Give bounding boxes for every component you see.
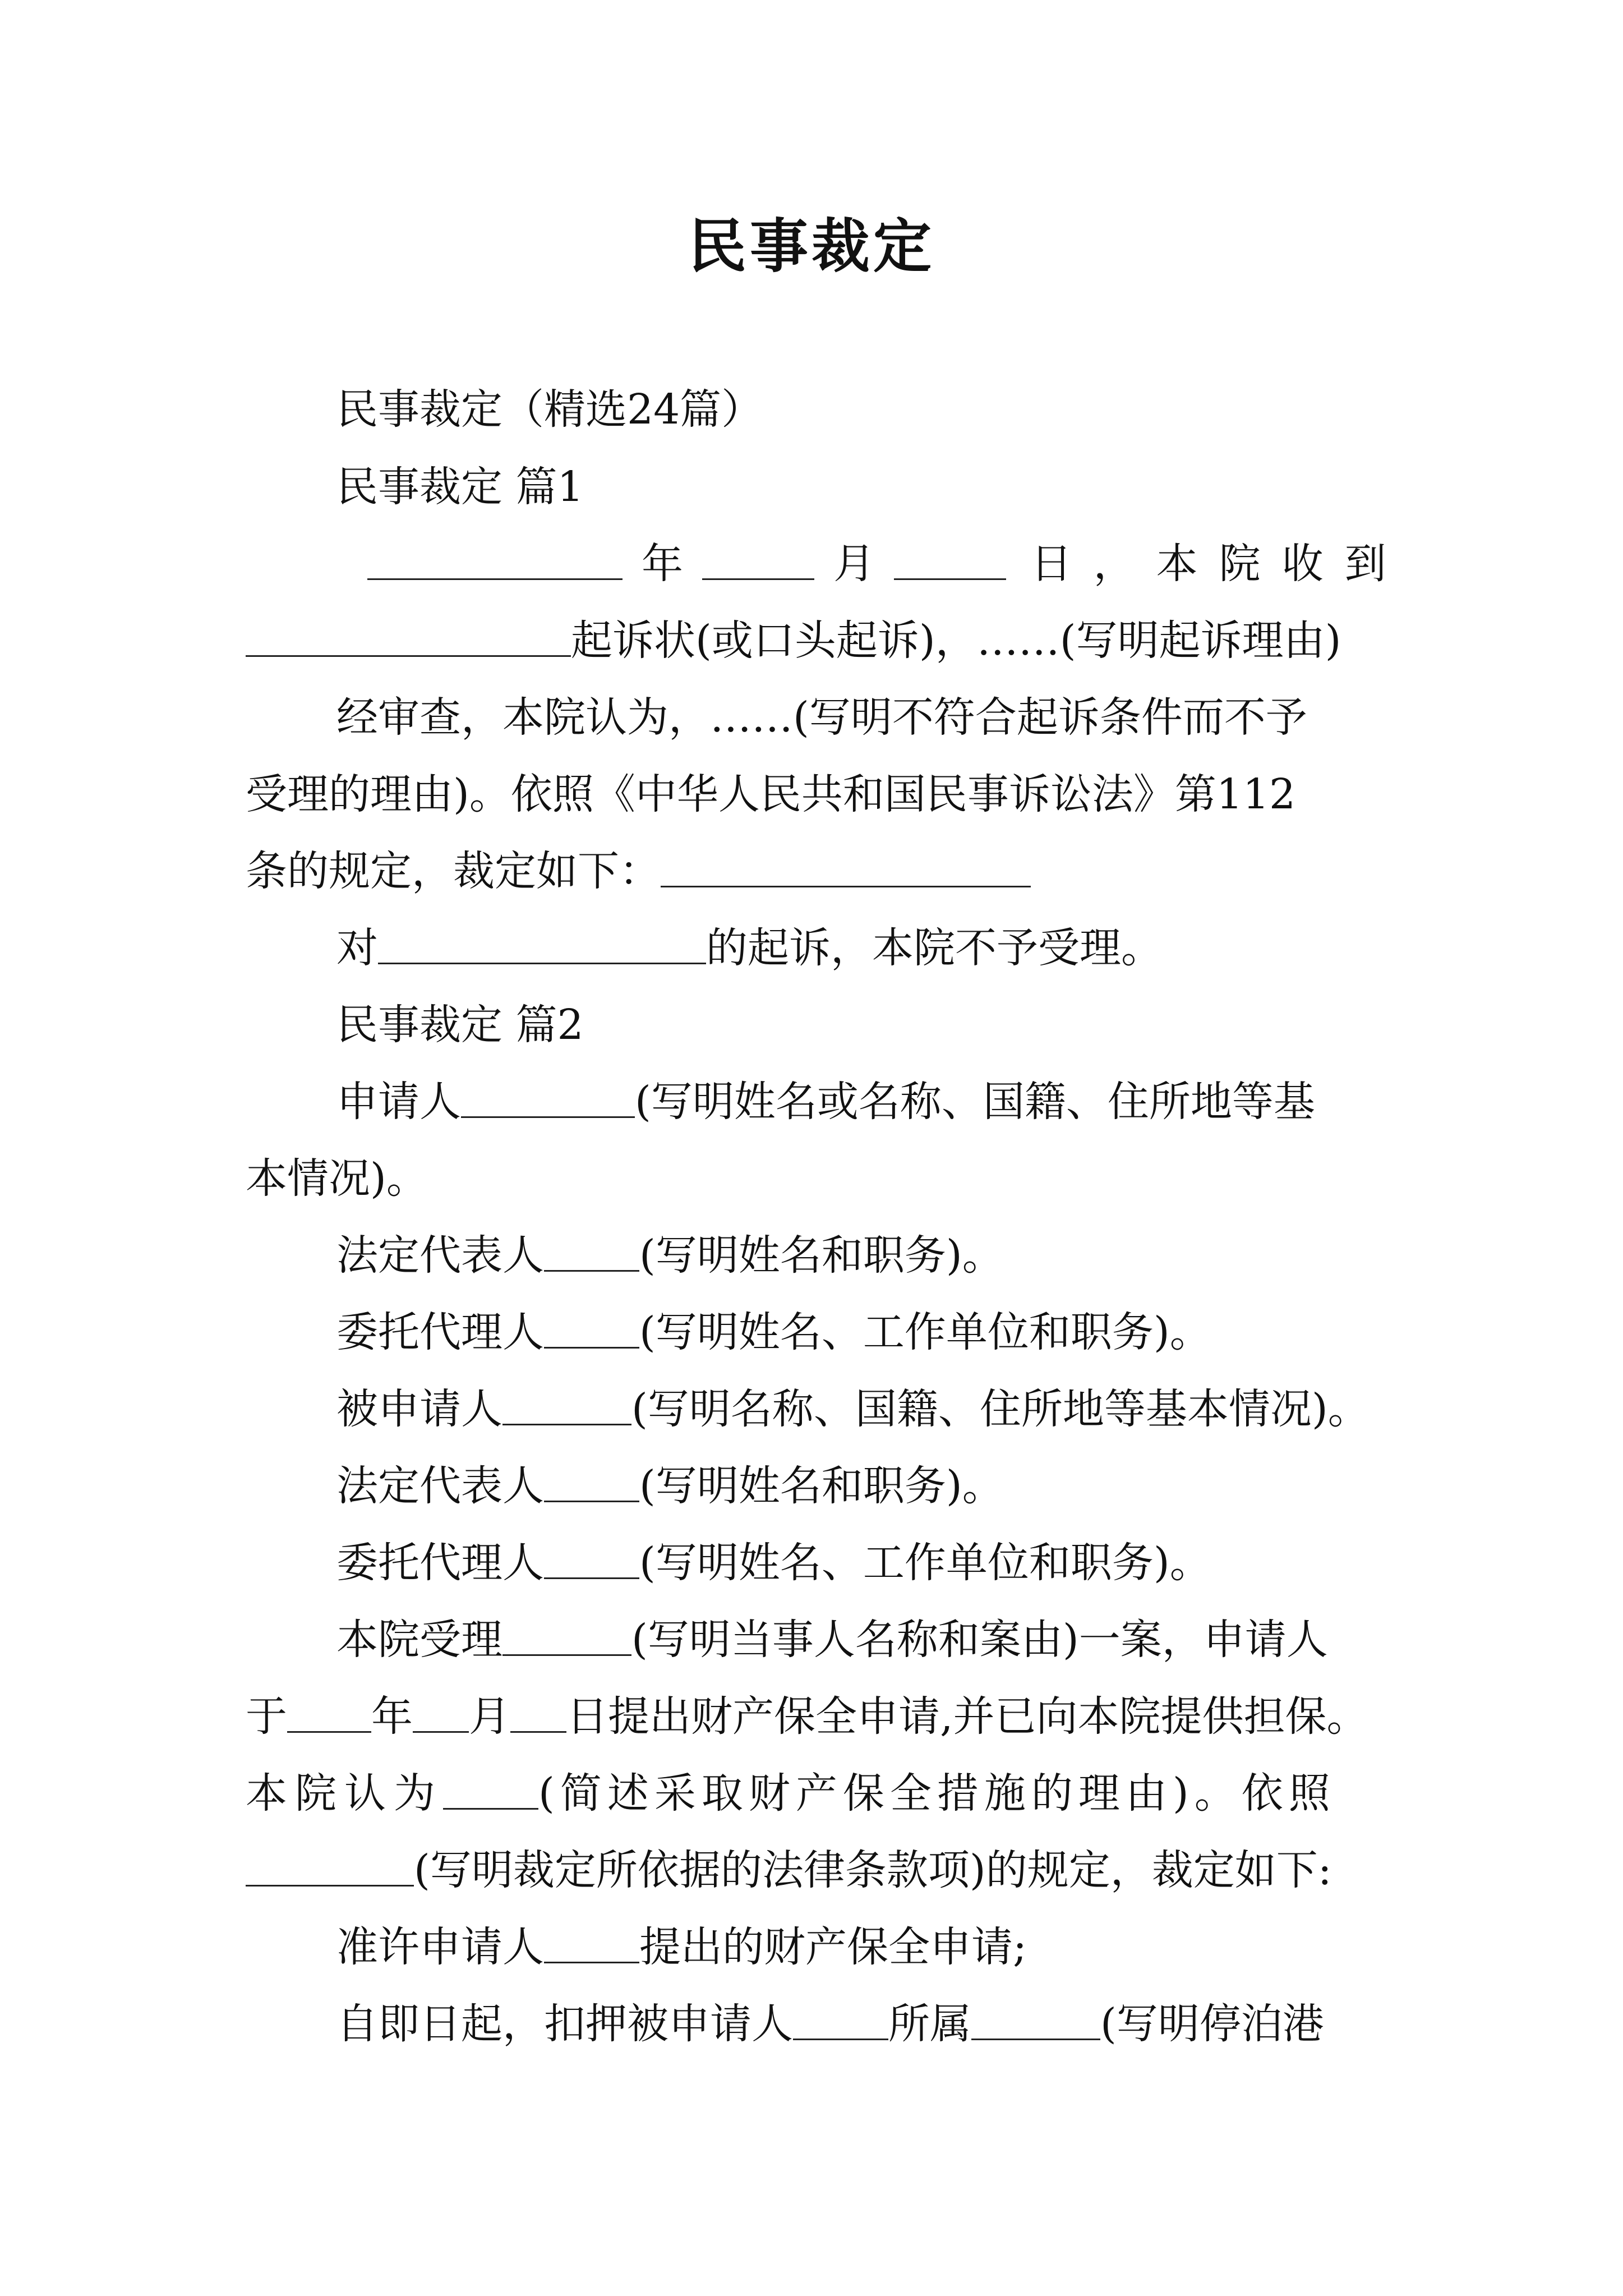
- paragraph-line: [336, 1996, 1324, 2052]
- text-span: (写明姓名和职务)。: [639, 1462, 1004, 1510]
- blank-field: [894, 538, 1006, 580]
- blank-field: [544, 1537, 639, 1579]
- text-span: 提出的财产保全申请;: [639, 1923, 1027, 1971]
- text-span: 对: [336, 924, 378, 972]
- subtitle-line: [336, 381, 763, 438]
- subtitle-text: 民事裁定（精选24篇）: [336, 385, 763, 434]
- text-span: (写明姓名和职务)。: [639, 1231, 1004, 1280]
- text-span: (写明姓名、工作单位和职务)。: [639, 1308, 1211, 1356]
- text-span: 月: [833, 540, 875, 588]
- text-span: 日提出财产保全申请,并已向本院提供担保。: [566, 1692, 1368, 1741]
- blank-field: [502, 1383, 631, 1425]
- paragraph-line: [246, 613, 1341, 669]
- section-heading-1: [336, 459, 584, 515]
- text-span: 申请人: [336, 1078, 461, 1126]
- paragraph-line: [336, 1612, 1328, 1668]
- paragraph-line: [246, 1151, 428, 1207]
- blank-field: [461, 1076, 635, 1118]
- text-span: 经审查，本院认为，……(写明不符合起诉条件而不予: [336, 693, 1307, 742]
- blank-field: [544, 1460, 639, 1502]
- paragraph-line: [246, 843, 1031, 899]
- text-span: 年: [371, 1692, 413, 1741]
- paragraph-line: [336, 1919, 1027, 1975]
- text-span: 受理的理由)。依照《中华人民共和国民事诉讼法》第112: [246, 770, 1296, 818]
- text-span: 自即日起，扣押被申请人: [336, 2000, 793, 2048]
- text-span: 月: [469, 1692, 510, 1741]
- paragraph-line: [367, 536, 1408, 592]
- text-span: 所属: [888, 2000, 971, 2048]
- text-span: (写明名称、国籍、住所地等基本情况)。: [631, 1385, 1370, 1433]
- text-span: 准许申请人: [336, 1923, 544, 1971]
- text-span: 年: [642, 540, 684, 588]
- text-span: (写明停泊港: [1100, 2000, 1324, 2048]
- paragraph-line: [336, 1535, 1211, 1591]
- blank-field: [544, 1306, 639, 1349]
- text-span: 本院受理: [336, 1616, 502, 1664]
- blank-field: [793, 1998, 888, 2040]
- paragraph-line: [246, 1842, 1332, 1898]
- text-span: 委托代理人: [336, 1539, 544, 1587]
- paragraph-line: [336, 689, 1307, 746]
- blank-field: [287, 1691, 371, 1733]
- text-span: 日，本院收到: [1030, 540, 1408, 588]
- blank-field: [367, 538, 623, 580]
- paragraph-line: [246, 766, 1295, 822]
- text-span: 本情况)。: [246, 1154, 428, 1203]
- text-span: 条的规定，裁定如下：: [246, 847, 661, 895]
- text-span: (写明姓名或名称、国籍、住所地等基: [635, 1078, 1315, 1126]
- paragraph-line: [336, 1304, 1211, 1360]
- section-heading-text: 民事裁定 篇1: [336, 463, 584, 511]
- paragraph-line: [246, 1765, 1336, 1821]
- blank-field: [544, 1230, 639, 1272]
- document-title: 民事裁定: [688, 212, 935, 280]
- blank-field: [378, 922, 706, 964]
- paragraph-line: [336, 1458, 1004, 1514]
- text-span: 起诉状(或口头起诉)，……(写明起诉理由): [571, 616, 1341, 665]
- text-span: 法定代表人: [336, 1462, 544, 1510]
- blank-field: [413, 1691, 469, 1733]
- paragraph-line: [336, 1381, 1370, 1437]
- blank-field: [246, 615, 571, 657]
- text-span: (简述采取财产保全措施的理由)。依照: [538, 1769, 1336, 1818]
- paragraph-line: [336, 1227, 1004, 1283]
- text-span: 法定代表人: [336, 1231, 544, 1280]
- blank-field: [502, 1614, 631, 1656]
- blank-field: [544, 1921, 639, 1963]
- paragraph-line: [336, 920, 1163, 976]
- blank-field: [702, 538, 814, 580]
- section-heading-text: 民事裁定 篇2: [336, 1001, 584, 1049]
- blank-field: [971, 1998, 1100, 2040]
- text-span: 被申请人: [336, 1385, 502, 1433]
- text-span: 的起诉，本院不予受理。: [706, 924, 1163, 972]
- paragraph-line: [246, 1688, 1368, 1745]
- text-span: 于: [246, 1692, 287, 1741]
- blank-field: [510, 1691, 566, 1733]
- text-span: (写明当事人名称和案由)一案，申请人: [631, 1616, 1328, 1664]
- blank-field: [443, 1768, 538, 1810]
- paragraph-line: [336, 1074, 1315, 1130]
- blank-field: [661, 845, 1031, 887]
- blank-field: [246, 1844, 414, 1887]
- text-span: 委托代理人: [336, 1308, 544, 1356]
- text-span: 本院认为: [246, 1769, 443, 1818]
- text-span: (写明裁定所依据的法律条款项)的规定，裁定如下:: [414, 1846, 1332, 1894]
- section-heading-2: [336, 997, 584, 1053]
- text-span: (写明姓名、工作单位和职务)。: [639, 1539, 1211, 1587]
